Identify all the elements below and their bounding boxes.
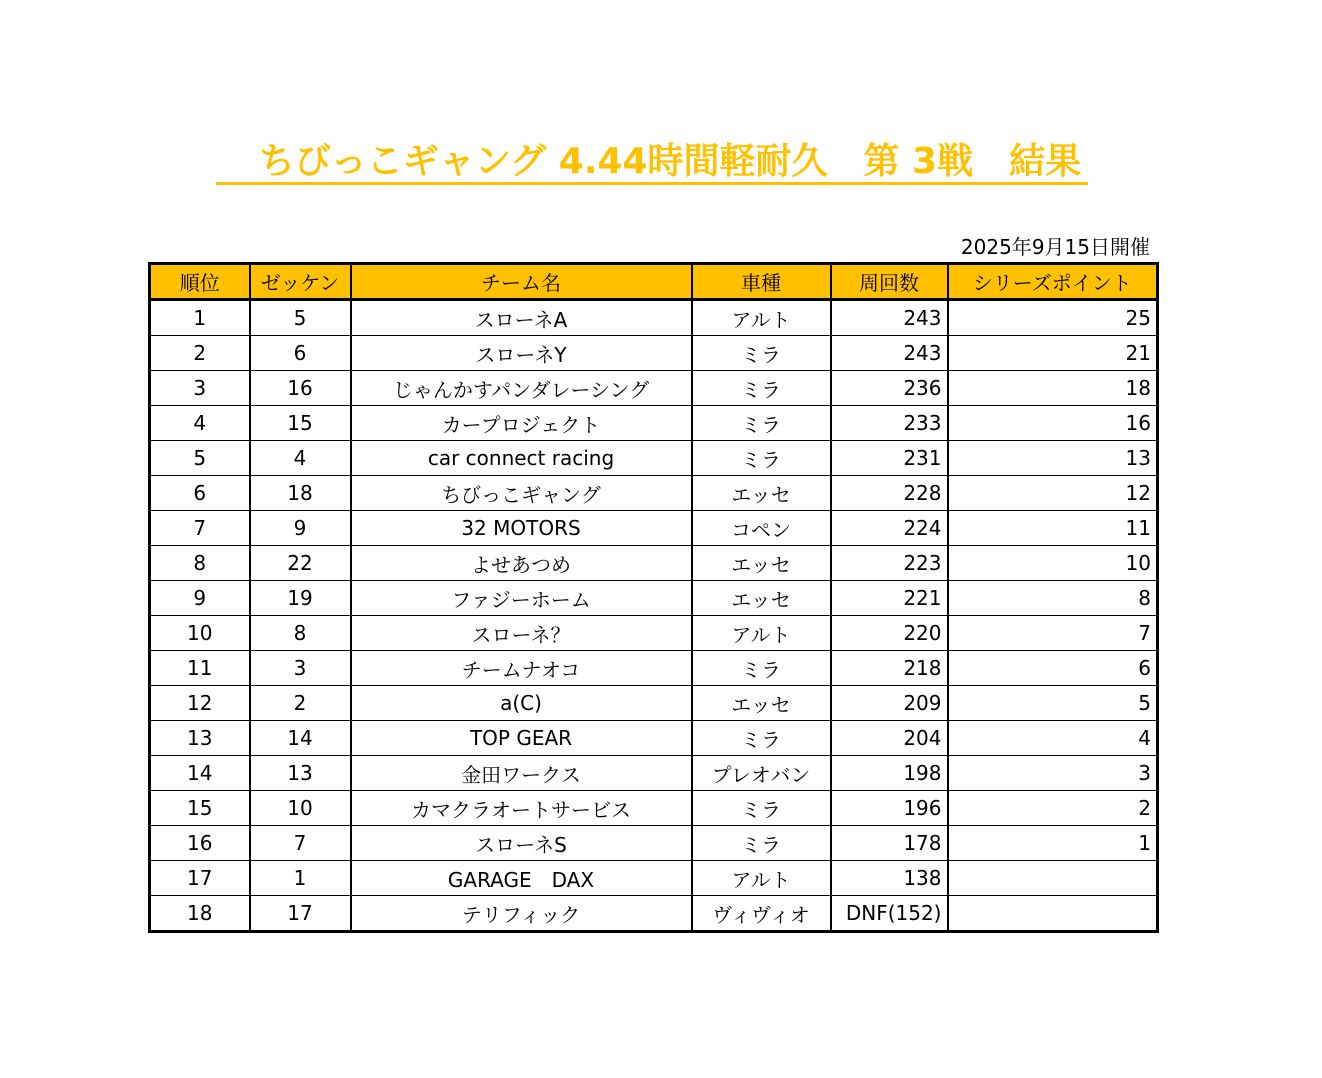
cell-laps: 204 xyxy=(831,721,948,756)
cell-car: ミラ xyxy=(692,336,831,371)
cell-rank: 15 xyxy=(150,791,250,826)
cell-team: じゃんかすパンダレーシング xyxy=(351,371,692,406)
cell-laps: 209 xyxy=(831,686,948,721)
cell-rank: 5 xyxy=(150,441,250,476)
cell-car: アルト xyxy=(692,300,831,336)
cell-car: エッセ xyxy=(692,686,831,721)
table-row xyxy=(150,756,1158,791)
table-row xyxy=(150,826,1158,861)
cell-points: 13 xyxy=(948,441,1158,476)
cell-laps: 196 xyxy=(831,791,948,826)
results-table xyxy=(148,262,1159,933)
cell-number: 2 xyxy=(250,686,351,721)
table-row xyxy=(150,791,1158,826)
cell-points: 6 xyxy=(948,651,1158,686)
cell-team: よせあつめ xyxy=(351,546,692,581)
cell-points: 1 xyxy=(948,826,1158,861)
table-row xyxy=(150,686,1158,721)
cell-car: アルト xyxy=(692,861,831,896)
cell-laps: 221 xyxy=(831,581,948,616)
cell-laps: 220 xyxy=(831,616,948,651)
cell-rank: 1 xyxy=(150,300,250,336)
cell-laps: 218 xyxy=(831,651,948,686)
cell-laps: 228 xyxy=(831,476,948,511)
cell-number: 19 xyxy=(250,581,351,616)
cell-rank: 8 xyxy=(150,546,250,581)
cell-rank: 14 xyxy=(150,756,250,791)
cell-team: カープロジェクト xyxy=(351,406,692,441)
cell-team: テリフィック xyxy=(351,896,692,932)
cell-points: 2 xyxy=(948,791,1158,826)
cell-team: スローネ？ xyxy=(351,616,692,651)
table-row xyxy=(150,651,1158,686)
cell-team: GARAGE DAX xyxy=(351,861,692,896)
cell-number: 10 xyxy=(250,791,351,826)
table-row xyxy=(150,616,1158,651)
cell-points: 7 xyxy=(948,616,1158,651)
cell-team: チームナオコ xyxy=(351,651,692,686)
cell-points: 16 xyxy=(948,406,1158,441)
cell-car: ミラ xyxy=(692,651,831,686)
cell-laps: DNF(152) xyxy=(831,896,948,932)
cell-points: 25 xyxy=(948,300,1158,336)
cell-rank: 4 xyxy=(150,406,250,441)
cell-points: 11 xyxy=(948,511,1158,546)
table-row xyxy=(150,546,1158,581)
header-team: チーム名 xyxy=(351,264,692,300)
cell-laps: 198 xyxy=(831,756,948,791)
cell-rank: 10 xyxy=(150,616,250,651)
cell-laps: 233 xyxy=(831,406,948,441)
cell-team: スローネS xyxy=(351,826,692,861)
cell-number: 18 xyxy=(250,476,351,511)
page-title: ちびっこギャング 4.44時間軽耐久 第 3戦 結果 xyxy=(222,141,1118,182)
cell-points: 18 xyxy=(948,371,1158,406)
cell-laps: 243 xyxy=(831,336,948,371)
cell-team: カマクラオートサービス xyxy=(351,791,692,826)
cell-number: 8 xyxy=(250,616,351,651)
cell-points xyxy=(948,896,1158,932)
cell-laps: 223 xyxy=(831,546,948,581)
cell-car: プレオバン xyxy=(692,756,831,791)
table-row xyxy=(150,581,1158,616)
cell-car: コペン xyxy=(692,511,831,546)
cell-laps: 224 xyxy=(831,511,948,546)
header-laps: 周回数 xyxy=(831,264,948,300)
table-row xyxy=(150,441,1158,476)
cell-rank: 13 xyxy=(150,721,250,756)
cell-rank: 12 xyxy=(150,686,250,721)
cell-car: ヴィヴィオ xyxy=(692,896,831,932)
cell-number: 4 xyxy=(250,441,351,476)
cell-points: 4 xyxy=(948,721,1158,756)
cell-number: 1 xyxy=(250,861,351,896)
cell-number: 5 xyxy=(250,300,351,336)
cell-number: 17 xyxy=(250,896,351,932)
table-row xyxy=(150,721,1158,756)
cell-points xyxy=(948,861,1158,896)
cell-rank: 2 xyxy=(150,336,250,371)
cell-rank: 6 xyxy=(150,476,250,511)
header-car: 車種 xyxy=(692,264,831,300)
cell-points: 3 xyxy=(948,756,1158,791)
cell-rank: 18 xyxy=(150,896,250,932)
cell-points: 8 xyxy=(948,581,1158,616)
table-row xyxy=(150,861,1158,896)
cell-number: 22 xyxy=(250,546,351,581)
cell-car: ミラ xyxy=(692,406,831,441)
cell-points: 5 xyxy=(948,686,1158,721)
cell-car: エッセ xyxy=(692,581,831,616)
cell-number: 6 xyxy=(250,336,351,371)
header-points: シリーズポイント xyxy=(948,264,1158,300)
table-row xyxy=(150,336,1158,371)
cell-rank: 9 xyxy=(150,581,250,616)
cell-laps: 243 xyxy=(831,300,948,336)
title-underline xyxy=(216,182,1088,185)
cell-number: 9 xyxy=(250,511,351,546)
header-number: ゼッケン xyxy=(250,264,351,300)
cell-number: 7 xyxy=(250,826,351,861)
cell-points: 12 xyxy=(948,476,1158,511)
cell-number: 16 xyxy=(250,371,351,406)
cell-team: 32 MOTORS xyxy=(351,511,692,546)
cell-car: ミラ xyxy=(692,371,831,406)
table-row xyxy=(150,371,1158,406)
cell-team: スローネA xyxy=(351,300,692,336)
cell-team: スローネY xyxy=(351,336,692,371)
table-row xyxy=(150,406,1158,441)
cell-points: 21 xyxy=(948,336,1158,371)
cell-rank: 3 xyxy=(150,371,250,406)
cell-team: car connect racing xyxy=(351,441,692,476)
cell-laps: 138 xyxy=(831,861,948,896)
cell-car: ミラ xyxy=(692,791,831,826)
header-row xyxy=(150,264,1158,300)
cell-car: ミラ xyxy=(692,826,831,861)
cell-team: a(C) xyxy=(351,686,692,721)
cell-car: ミラ xyxy=(692,721,831,756)
table-row xyxy=(150,511,1158,546)
cell-team: ファジーホーム xyxy=(351,581,692,616)
header-rank: 順位 xyxy=(150,264,250,300)
results-body xyxy=(150,300,1158,932)
cell-team: ちびっこギャング xyxy=(351,476,692,511)
cell-rank: 16 xyxy=(150,826,250,861)
cell-rank: 7 xyxy=(150,511,250,546)
event-date: 2025年9月15日開催 xyxy=(960,235,1150,259)
table-row xyxy=(150,300,1158,336)
table-row xyxy=(150,896,1158,932)
cell-car: ミラ xyxy=(692,441,831,476)
cell-rank: 11 xyxy=(150,651,250,686)
cell-number: 15 xyxy=(250,406,351,441)
cell-team: TOP GEAR xyxy=(351,721,692,756)
table-row xyxy=(150,476,1158,511)
cell-laps: 231 xyxy=(831,441,948,476)
cell-number: 13 xyxy=(250,756,351,791)
cell-car: エッセ xyxy=(692,476,831,511)
cell-points: 10 xyxy=(948,546,1158,581)
cell-car: アルト xyxy=(692,616,831,651)
cell-rank: 17 xyxy=(150,861,250,896)
cell-number: 3 xyxy=(250,651,351,686)
cell-number: 14 xyxy=(250,721,351,756)
cell-laps: 236 xyxy=(831,371,948,406)
cell-car: エッセ xyxy=(692,546,831,581)
cell-team: 金田ワークス xyxy=(351,756,692,791)
cell-laps: 178 xyxy=(831,826,948,861)
